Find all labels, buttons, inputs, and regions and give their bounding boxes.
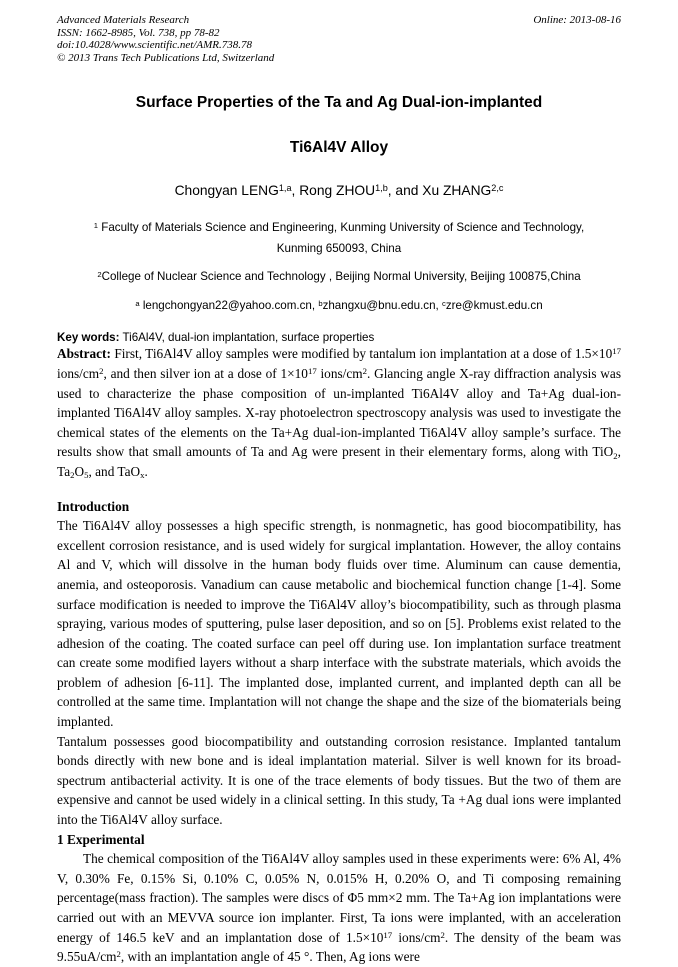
paper-title-line2: Ti6Al4V Alloy bbox=[289, 139, 389, 157]
author-emails: $^a$ lengchongyan22@yahoo.com.cn, $^b$zhangxu@bnu.edu.cn, $^c$zre@kmust.edu.cn bbox=[135, 298, 543, 313]
online-date: Online: 2013-08-16 bbox=[533, 14, 621, 26]
affiliation-1 bbox=[57, 217, 621, 259]
experimental-paragraph: The chemical composition of the Ti6Al4V alloy samples used in these experiments were: 6% Al, 4% V, 0.30% Fe, 0.15% Si, 0.10% C, 0.05% N, 0.015% H, 0.20% O, and Ti composing remaining percentage(mass fraction). The samples were discs of Φ5 mm×2 mm. The Ta+Ag ion implantations were carried out with an MEVVA source ion implanter. First, Ta ions were implanted, with an acceleration energy of 146.5 keV and an implantation dose of $1.5\times 10^{17}$ ions/$cm^2$. The density of the beam was $9.55uA/cm^2$, with an implantation angle of 45 °. Then, Ag ions were bbox=[57, 851, 621, 965]
keywords-line: Key words: Ti6Al4V, dual-ion implantation, surface properties bbox=[57, 331, 375, 345]
authors-line: Chongyan LENG$^{1,a}$, Rong ZHOU$^{1,b}$, and Xu ZHANG$^{2,c}$ bbox=[174, 183, 504, 199]
section-heading-experimental: 1 Experimental bbox=[57, 831, 145, 847]
journal-name: Advanced Materials Research bbox=[57, 14, 190, 26]
doi-line: doi:10.4028/www.scientific.net/AMR.738.78 bbox=[57, 39, 253, 52]
paper-title-line1: Surface Properties of the Ta and Ag Dual-ion-implanted bbox=[135, 94, 543, 112]
introduction-paragraph-1: The Ti6Al4V alloy possesses a high specific strength, is nonmagnetic, has good biocompatibility, has excellent corrosion resistance, and is used widely for surgical implantation. However, the alloy contains Al and V, which will dissolve in the human body fluids over time. Aluminum can cause dementia, anemia, and osteoporosis. Vanadium can cause metabolic and biochemical function change [1-4]. Some surface modification is needed to improve the Ti6Al4V alloy’s biocompatibility, such as through plasma spraying, various modes of sputtering, pulse laser deposition, and so on [5]. Problems exist related to the adhesion of the coating. The coated surface can peel off during use. Ion implantation surface treatment can create some modified layers without a sharp interface with the substrate materials, which avoids the problem of adhesion [6-11]. The implanted dose, implanted current, and implanted depth can all be controlled at the same time. Implantation will not change the shape and the size of the biomaterials being implanted. bbox=[57, 518, 621, 730]
running-head bbox=[57, 14, 621, 64]
journal-info bbox=[57, 14, 274, 64]
affiliation-1-line2: Kunming 650093, China bbox=[276, 242, 402, 256]
copyright-line: © 2013 Trans Tech Publications Ltd, Switzerland bbox=[57, 51, 275, 64]
affiliation-1-line1: $^1$ Faculty of Materials Science and Engineering, Kunming University of Science and Technology, bbox=[93, 220, 585, 235]
introduction-paragraph-2: Tantalum possesses good biocompatibility and outstanding corrosion resistance. Implanted tantalum bonds directly with new bone and is ideal implantation material. Silver is well known for its broad-spectrum antibacterial activity. It is one of the trace elements of body tissues. But the two of them are expensive and cannot be used widely in a clinical setting. In this study, Ta +Ag dual ions were implanted into the Ti6Al4V alloy surface. bbox=[57, 733, 621, 828]
issn-line: ISSN: 1662-8985, Vol. 738, pp 78-82 bbox=[57, 26, 220, 39]
affiliation-2: $^2$College of Nuclear Science and Technology , Beijing Normal University, Beijing 100875,China bbox=[97, 269, 581, 284]
section-heading-introduction: Introduction bbox=[57, 498, 130, 514]
abstract-paragraph: Abstract: First, Ti6Al4V alloy samples were modified by tantalum ion implantation at a dose of $1.5\times 10^{17}$ ions/$cm^2$, and then silver ion at a dose of $1\times 10^{17}$ ions/$cm^2$. Glancing angle X-ray diffraction analysis was used to characterize the phase composition of un-implanted Ti6Al4V alloy and Ta+Ag dual-ion-implanted Ti6Al4V alloy samples. X-ray photoelectron spectroscopy analysis was used to investigate the chemical states of the elements on the Ta+Ag dual-ion-implanted Ti6Al4V alloy sample’s surface. The results show that small amounts of Ta and Ag were present in their elementary forms, along with TiO$_2$, $Ta_2O_5$, and TaO$_x$. bbox=[57, 346, 621, 481]
